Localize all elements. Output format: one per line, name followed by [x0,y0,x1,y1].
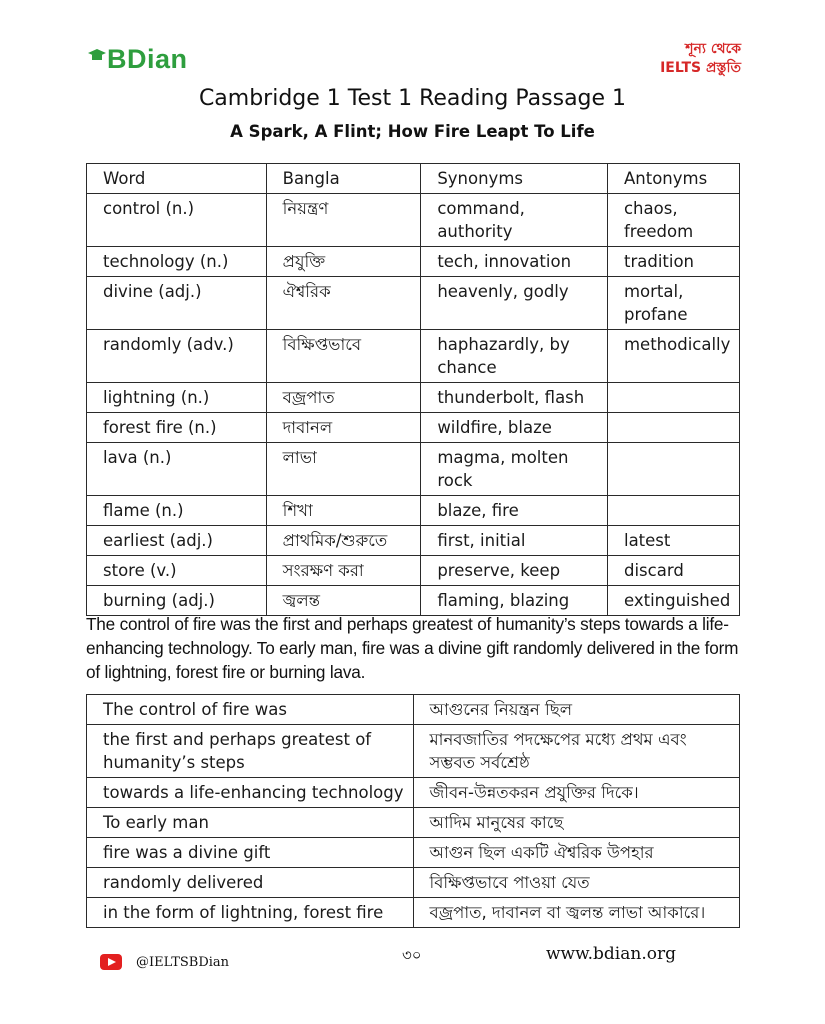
table-row [87,277,740,330]
bangla-translation: আগুন ছিল একটি ঐশ্বরিক উপহার [413,838,740,868]
table-cell: haphazardly, by chance [421,330,608,383]
table-row [87,898,740,928]
table-cell: heavenly, godly [421,277,608,330]
page-title: Cambridge 1 Test 1 Reading Passage 1 [198,86,627,111]
table-cell: latest [607,526,739,556]
column-header: Synonyms [421,164,608,194]
column-header: Antonyms [607,164,739,194]
table-cell: discard [607,556,739,586]
table-cell: technology (n.) [87,247,267,277]
table-cell: store (v.) [87,556,267,586]
table-row [87,556,740,586]
bangla-translation: বিক্ষিপ্তভাবে পাওয়া যেত [413,868,740,898]
table-row [87,695,740,725]
table-cell [607,383,739,413]
passage-text: The control of fire was the first and perhaps greatest of humanity’s steps towards a life-enhancing technology. To early man, fire was a divine gift randomly delivered in the form of lightning, forest fire or burning lava. [86,614,739,682]
table-row [87,247,740,277]
table-cell: blaze, fire [421,496,608,526]
table-cell: flaming, blazing [421,586,608,616]
table-row [87,778,740,808]
bangla-translation: আদিম মানুষের কাছে [413,808,740,838]
table-row [87,868,740,898]
table-cell: thunderbolt, flash [421,383,608,413]
table-cell: প্রযুক্তি [266,247,421,277]
table-cell: জ্বলন্ত [266,586,421,616]
table-row [87,838,740,868]
english-phrase: the first and perhaps greatest of humanity’s steps [87,725,414,778]
table-cell: tech, innovation [421,247,608,277]
table-cell: magma, molten rock [421,443,608,496]
table-cell: দাবানল [266,413,421,443]
youtube-channel[interactable] [100,954,229,970]
table-cell: earliest (adj.) [87,526,267,556]
table-row [87,496,740,526]
table-cell: শিখা [266,496,421,526]
bangla-translation: বজ্রপাত, দাবানল বা জ্বলন্ত লাভা আকারে। [413,898,740,928]
english-phrase: randomly delivered [87,868,414,898]
bdian-logo [88,44,188,75]
column-header: Word [87,164,267,194]
table-row [87,330,740,383]
bangla-translation: মানবজাতির পদক্ষেপের মধ্যে প্রথম এবং সম্ভবত সর্বশ্রেষ্ঠ [413,725,740,778]
table-cell: lightning (n.) [87,383,267,413]
page-subtitle: A Spark, A Flint; How Fire Leapt To Life [230,122,595,141]
english-phrase: The control of fire was [87,695,414,725]
table-row [87,586,740,616]
table-row [87,443,740,496]
table-cell: flame (n.) [87,496,267,526]
graduation-cap-icon [88,49,106,61]
table-cell: control (n.) [87,194,267,247]
table-cell [607,413,739,443]
phrase-translation-table [86,694,740,928]
table-header-row [87,164,740,194]
table-cell: extinguished [607,586,739,616]
table-cell [607,496,739,526]
table-cell: burning (adj.) [87,586,267,616]
english-phrase: in the form of lightning, forest fire [87,898,414,928]
table-cell: methodically [607,330,739,383]
table-cell [607,443,739,496]
table-row [87,808,740,838]
table-cell: preserve, keep [421,556,608,586]
tagline-line-2: IELTS প্রস্তুতি [660,60,741,76]
website-link[interactable]: www.bdian.org [546,944,676,964]
table-cell: প্রাথমিক/শুরুতে [266,526,421,556]
bangla-translation: জীবন-উন্নতকরন প্রযুক্তির দিকে। [413,778,740,808]
column-header: Bangla [266,164,421,194]
table-cell: randomly (adv.) [87,330,267,383]
table-cell: সংরক্ষণ করা [266,556,421,586]
table-cell: chaos, freedom [607,194,739,247]
table-cell: wildfire, blaze [421,413,608,443]
table-row [87,725,740,778]
table-row [87,526,740,556]
youtube-icon [100,954,122,970]
table-cell: নিয়ন্ত্রণ [266,194,421,247]
tagline-line-1: শূন্য থেকে [685,41,741,57]
table-cell: tradition [607,247,739,277]
tagline [660,40,741,78]
table-cell: lava (n.) [87,443,267,496]
table-cell: বজ্রপাত [266,383,421,413]
bangla-translation: আগুনের নিয়ন্ত্রন ছিল [413,695,740,725]
vocabulary-table [86,163,740,616]
table-cell: ঐশ্বরিক [266,277,421,330]
table-row [87,413,740,443]
table-cell: forest fire (n.) [87,413,267,443]
logo-text: BDian [107,44,188,74]
table-cell: first, initial [421,526,608,556]
table-row [87,383,740,413]
table-cell: command, authority [421,194,608,247]
table-row [87,194,740,247]
english-phrase: To early man [87,808,414,838]
channel-handle: @IELTSBDian [136,954,230,970]
english-phrase: fire was a divine gift [87,838,414,868]
table-cell: mortal, profane [607,277,739,330]
table-cell: লাভা [266,443,421,496]
table-cell: divine (adj.) [87,277,267,330]
page-number: ৩০ [402,946,422,964]
english-phrase: towards a life-enhancing technology [87,778,414,808]
table-cell: বিক্ষিপ্তভাবে [266,330,421,383]
